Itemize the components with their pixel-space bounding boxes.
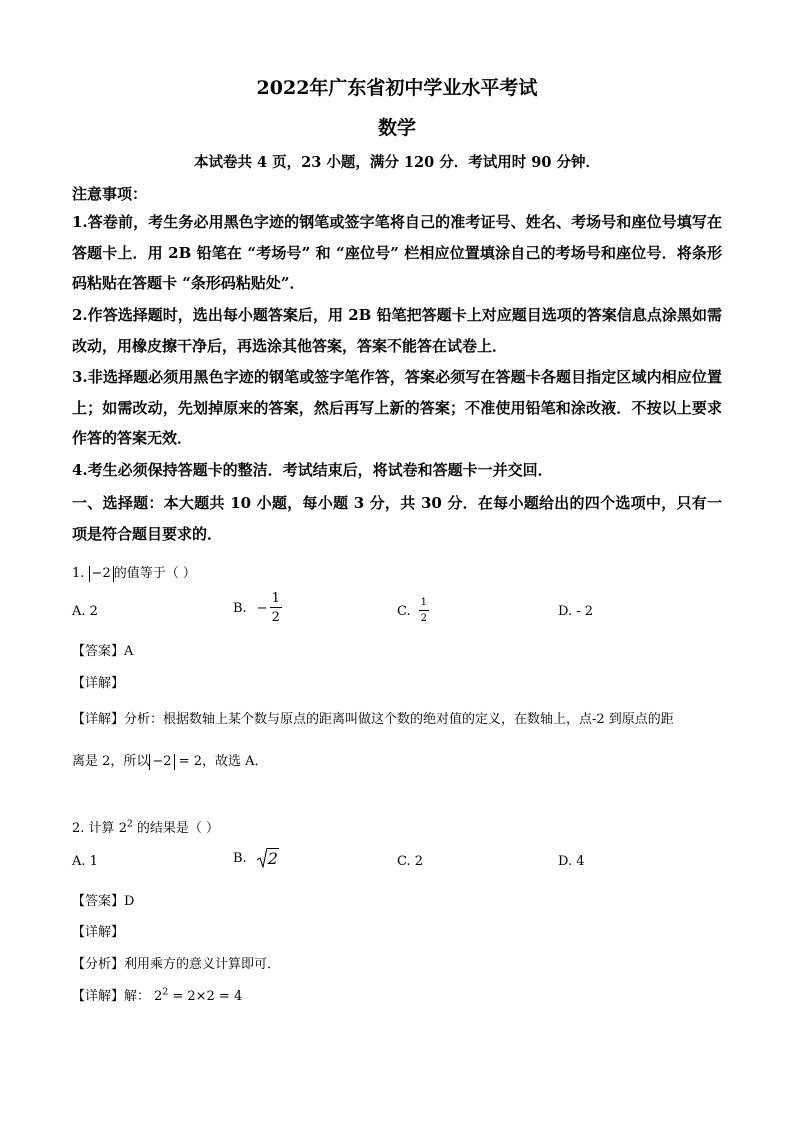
q2-detail-tag: 【详解】 [72, 925, 125, 940]
note-2: 2.作答选择题时，选出每小题答案后，用 2B 铅笔把答题卡上对应题目选项的答案信息点涂黑如需改动，用橡皮擦干净后，再选涂其他答案，答案不能答在试卷上． [72, 306, 722, 355]
q2-option-d: D. 4 [558, 854, 585, 869]
q1-explain-text-1: 分析：根据数轴上某个数与原点的距离叫做这个数的绝对值的定义，在数轴上，点-2 到原点的距 [124, 712, 674, 727]
radical-sign-icon [257, 848, 267, 868]
q1-option-a: A. 2 [72, 604, 98, 619]
q1-detail-tag: 【详解】 [72, 676, 125, 691]
q1-number: 1. [72, 566, 85, 581]
note-1: 1.答卷前，考生务必用黑色字迹的钢笔或签字笔将自己的准考证号、姓名、考场号和座位号填写在答题卡上．用 2B 铅笔在 “考场号” 和 “座位号” 栏相应位置填涂自己的考场号和座位号．将条形码粘贴在答题卡 “条形码粘贴处”． [72, 213, 722, 292]
q1-option-c [397, 598, 429, 624]
q1-explain-tag: 【详解】 [72, 712, 125, 727]
q1-abs-expr: −2 [89, 566, 114, 582]
q1-stem [72, 562, 196, 582]
q1-option-d: D. - 2 [558, 604, 594, 619]
q1-option-b [233, 592, 282, 624]
q2-solve-text-a: 解： [124, 989, 151, 1004]
exam-title: 2022年广东省初中学业水平考试 [256, 77, 538, 99]
notes-heading: 注意事项： [72, 185, 148, 203]
q1-stem-rest: 的值等于（ ） [113, 566, 196, 581]
q2-answer [72, 890, 134, 909]
exam-info: 本试卷共 4 页，23 小题，满分 120 分．考试用时 90 分钟． [193, 154, 601, 171]
q1-explain-text-2a: 离是 2，所以 [72, 754, 150, 769]
q2-analysis-text: 利用乘方的意义计算即可． [124, 957, 281, 972]
q2-option-b-sqrt [257, 848, 279, 868]
q1-answer [72, 640, 133, 659]
q1-answer-value: A [124, 644, 134, 659]
q2-solve-base: 2 [154, 989, 163, 1004]
q2-stem-a: 计算 [88, 821, 115, 836]
q1-explain-text-2d: ，故选 A． [202, 754, 268, 769]
q2-solve-tag: 【详解】 [72, 989, 125, 1004]
q1-option-b-fraction [270, 592, 282, 624]
q2-answer-tag: 【答案】 [72, 894, 125, 909]
q2-solution [72, 985, 242, 1004]
q2-solve-exponent: 2 [162, 987, 169, 998]
subject-title: 数学 [377, 117, 416, 139]
q1-option-c-numerator: 1 [419, 598, 429, 611]
q2-stem-b: 的结果是（ ） [136, 821, 219, 836]
q2-answer-value: D [124, 894, 135, 909]
q2-stem [72, 817, 219, 836]
q2-option-c: C. 2 [397, 854, 424, 869]
q1-option-c-denominator: 2 [420, 613, 427, 624]
section-1-heading: 一、选择题：本大题共 10 小题，每小题 3 分，共 30 分．在每小题给出的四个选项中，只有一项是符合题目要求的． [72, 494, 722, 543]
q1-explain-abs-expr: −2 [149, 754, 174, 770]
q2-option-a: A. 1 [72, 854, 98, 869]
note-4: 4.考生必须保持答题卡的整洁．考试结束后，将试卷和答题卡一并交回． [72, 461, 553, 479]
q1-option-b-denominator: 2 [271, 610, 280, 625]
q1-answer-tag: 【答案】 [72, 644, 125, 659]
note-3: 3.非选择题必须用黑色字迹的钢笔或签字笔作答，答案必须写在答题卡各题目指定区域内相应位置上；如需改动，先划掉原来的答案，然后再写上新的答案；不准使用铅笔和涂改液．不按以上要求作答的答案无效． [72, 368, 722, 447]
q2-base: 2 [118, 821, 127, 836]
q2-number: 2. [72, 821, 85, 836]
q2-analysis-tag: 【分析】 [72, 957, 125, 972]
q1-explanation-line-2 [72, 750, 268, 770]
q2-exponent: 2 [126, 819, 133, 830]
q1-option-c-label: C. [397, 603, 411, 619]
q1-option-b-label: B. [233, 600, 247, 616]
q1-option-b-sign: − [256, 600, 268, 616]
q1-explain-text-2c: = 2 [178, 754, 203, 769]
q2-option-b-label: B. [233, 851, 247, 866]
q2-analysis [72, 953, 280, 972]
q1-option-c-fraction [419, 598, 429, 624]
q2-option-b-radicand: 2 [267, 849, 278, 868]
q1-option-b-numerator: 1 [271, 591, 280, 606]
q1-explanation-line-1 [72, 708, 674, 727]
q2-option-b [233, 848, 279, 868]
q2-solve-text-b: = 2×2 = 4 [172, 989, 243, 1004]
